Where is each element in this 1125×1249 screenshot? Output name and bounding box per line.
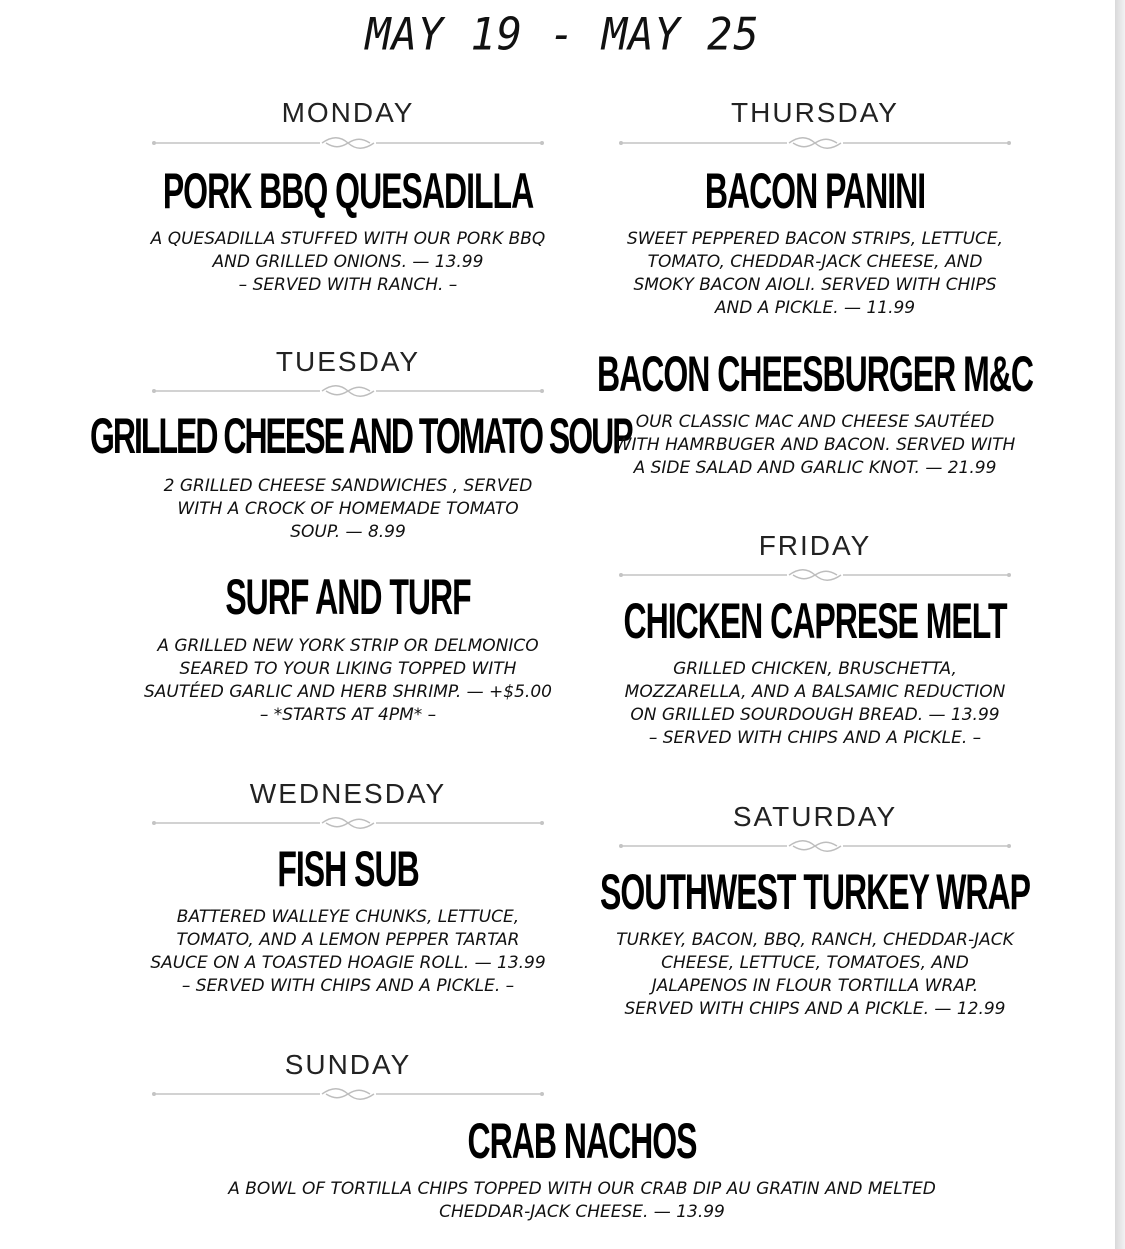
- description-line: A QUESADILLA STUFFED WITH OUR PORK BBQ: [150, 229, 546, 249]
- description-line: GRILLED CHICKEN, BRUSCHETTA,: [673, 659, 957, 679]
- description-line: BATTERED WALLEYE CHUNKS, LETTUCE,: [176, 907, 520, 927]
- dish-description-tuesday-2: [100, 635, 596, 727]
- description-line: A BOWL OF TORTILLA CHIPS TOPPED WITH OUR CRAB DIP AU GRATIN AND MELTED: [228, 1179, 936, 1199]
- dish-description-wednesday: [100, 906, 596, 998]
- ornament-divider: [150, 816, 546, 828]
- day-heading-saturday: SATURDAY: [732, 801, 898, 832]
- description-line: – *STARTS AT 4PM* –: [259, 705, 437, 725]
- description-line: SERVED WITH CHIPS AND A PICKLE. — 12.99: [624, 999, 1006, 1019]
- ornament-divider: [617, 136, 1013, 148]
- dish-description-thursday-1: [567, 228, 1063, 320]
- dish-title-thursday-2: BACON CHEESBURGER M&C: [597, 346, 1033, 402]
- description-line: A SIDE SALAD AND GARLIC KNOT. — 21.99: [633, 458, 997, 478]
- day-heading-tuesday: TUESDAY: [275, 346, 421, 377]
- dish-title-tuesday-1: GRILLED CHEESE AND TOMATO SOUP: [90, 408, 632, 464]
- description-line: SOUP. — 8.99: [290, 522, 406, 542]
- description-line: SWEET PEPPERED BACON STRIPS, LETTUCE,: [626, 229, 1004, 249]
- dish-title-thursday-1: BACON PANINI: [704, 163, 926, 219]
- week-range-heading: MAY 19 - MAY 25: [365, 8, 760, 61]
- dish-description-monday: [100, 228, 596, 297]
- dish-title-sunday: CRAB NACHOS: [467, 1113, 697, 1169]
- description-line: OUR CLASSIC MAC AND CHEESE SAUTÉED: [635, 412, 995, 432]
- description-line: SAUCE ON A TOASTED HOAGIE ROLL. — 13.99: [150, 953, 546, 973]
- ornament-divider: [617, 568, 1013, 580]
- description-line: SAUTÉED GARLIC AND HERB SHRIMP. — +$5.00: [144, 682, 552, 702]
- day-heading-thursday: THURSDAY: [731, 97, 899, 128]
- ornament-divider: [150, 384, 546, 396]
- day-heading-monday: MONDAY: [281, 97, 415, 128]
- description-line: WITH A CROCK OF HOMEMADE TOMATO: [177, 499, 519, 519]
- day-heading-wednesday: WEDNESDAY: [249, 778, 447, 809]
- description-line: – SERVED WITH CHIPS AND A PICKLE. –: [181, 976, 515, 996]
- description-line: MOZZARELLA, AND A BALSAMIC REDUCTION: [624, 682, 1006, 702]
- dish-description-sunday: [132, 1178, 1032, 1224]
- dish-title-saturday: SOUTHWEST TURKEY WRAP: [600, 864, 1030, 920]
- dish-description-tuesday-1: [100, 475, 596, 544]
- dish-title-friday: CHICKEN CAPRESE MELT: [623, 593, 1007, 649]
- day-heading-sunday: SUNDAY: [284, 1049, 412, 1080]
- ornament-divider: [617, 839, 1013, 851]
- description-line: JALAPENOS IN FLOUR TORTILLA WRAP.: [651, 976, 979, 996]
- dish-title-monday: PORK BBQ QUESADILLA: [162, 163, 534, 219]
- description-line: ON GRILLED SOURDOUGH BREAD. — 13.99: [630, 705, 1000, 725]
- dish-description-thursday-2: [567, 411, 1063, 480]
- description-line: WITH HAMRBUGER AND BACON. SERVED WITH: [614, 435, 1016, 455]
- description-line: AND A PICKLE. — 11.99: [714, 298, 916, 318]
- dish-description-saturday: [567, 929, 1063, 1021]
- description-line: 2 GRILLED CHEESE SANDWICHES , SERVED: [163, 476, 533, 496]
- description-line: CHEESE, LETTUCE, TOMATOES, AND: [661, 953, 969, 973]
- description-line: TOMATO, AND A LEMON PEPPER TARTAR: [176, 930, 520, 950]
- description-line: SMOKY BACON AIOLI. SERVED WITH CHIPS: [633, 275, 997, 295]
- page-edge: [1115, 0, 1125, 1249]
- description-line: TURKEY, BACON, BBQ, RANCH, CHEDDAR-JACK: [616, 930, 1014, 950]
- description-line: TOMATO, CHEDDAR-JACK CHEESE, AND: [647, 252, 983, 272]
- ornament-divider: [150, 1087, 546, 1099]
- dish-title-wednesday: FISH SUB: [277, 841, 419, 897]
- description-line: A GRILLED NEW YORK STRIP OR DELMONICO: [157, 636, 539, 656]
- ornament-divider: [150, 136, 546, 148]
- day-heading-friday: FRIDAY: [758, 530, 872, 561]
- description-line: – SERVED WITH RANCH. –: [238, 275, 458, 295]
- description-line: AND GRILLED ONIONS. — 13.99: [212, 252, 484, 272]
- description-line: CHEDDAR-JACK CHEESE. — 13.99: [439, 1202, 725, 1222]
- description-line: – SERVED WITH CHIPS AND A PICKLE. –: [648, 728, 982, 748]
- dish-description-friday: [567, 658, 1063, 750]
- dish-title-tuesday-2: SURF AND TURF: [225, 569, 471, 625]
- description-line: SEARED TO YOUR LIKING TOPPED WITH: [179, 659, 517, 679]
